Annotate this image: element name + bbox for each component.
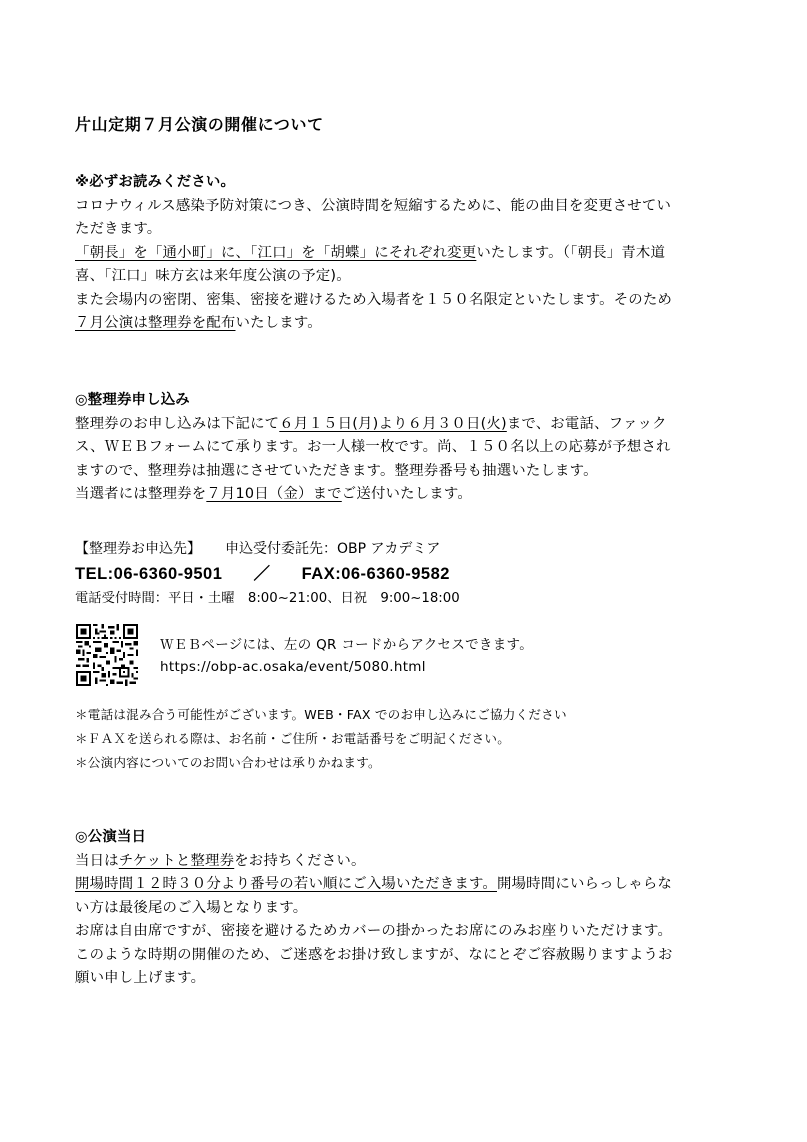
note-item: ＊ＦＡＸを送られる際は、お名前・ご住所・お電話番号をご明記ください。 <box>75 731 510 746</box>
day-text: 開場時間にいらっしゃらな <box>496 876 673 892</box>
ticket-line: ますので、整理券は抽選にさせていただきます。整理券番号も抽選いたします。 <box>75 462 598 479</box>
day-line: このような時期の開催のため、ご迷惑をお掛け致しますが、なにとぞご容赦賜りますようお <box>75 946 673 963</box>
notice-text: いたします。 <box>235 315 322 331</box>
ticket-heading: ◎整理券申し込み <box>75 392 190 408</box>
day-line: い方は最後尾のご入場となります。 <box>75 899 308 916</box>
separator: ／ <box>253 565 271 583</box>
notice-line: 喜、「江口」味方玄は来年度公演の予定)。 <box>75 268 351 284</box>
underlined-text: 「朝長」を「通小町」に、「江口」を「胡蝶」にそれぞれ変更 <box>75 244 477 261</box>
notice-line <box>75 242 740 266</box>
phone-fax-line <box>75 560 740 588</box>
contact-label: 【整理券お申込先】 <box>75 541 201 557</box>
day-line <box>75 850 740 874</box>
notice-section <box>75 171 740 336</box>
day-heading: ◎公演当日 <box>75 829 147 845</box>
notice-line: また会場内の密閉、密集、密接を避けるため入場者を１５０名限定といたします。そのため <box>75 291 673 308</box>
note-item: ＊電話は混み合う可能性がございます。WEB・FAX でのお申し込みにご協力ください <box>75 707 567 722</box>
page-title: 片山定期７月公演の開催について <box>75 115 324 134</box>
ticket-line <box>75 483 740 507</box>
underlined-text: ７月公演は整理券を配布 <box>75 315 236 331</box>
day-text: 当日は <box>75 852 119 869</box>
reception-hours: 電話受付時間：平日・土曜 8:00~21:00、日祝 9:00~18:00 <box>75 591 460 606</box>
notes-section <box>75 703 740 775</box>
underlined-text: ６月１５日(月)より６月３０日(火) <box>279 415 507 432</box>
notice-line: コロナウィルス感染予防対策につき、公演時間を短縮するために、能の曲目を変更させてい <box>75 197 672 214</box>
ticket-text: まで、お電話、ファック <box>506 415 667 432</box>
day-line <box>75 873 740 897</box>
notice-text: いたします。（「朝長」青木道 <box>476 244 666 261</box>
notice-line <box>75 312 740 336</box>
underlined-text: ７月10日（金）まで <box>206 486 342 502</box>
ticket-line <box>75 413 740 437</box>
underlined-text: 開場時間１２時３０分より番号の若い順にご入場いただきます。 <box>75 876 497 892</box>
note-item: ＊公演内容についてのお問い合わせは承りかねます。 <box>75 755 381 770</box>
day-text: をお持ちください。 <box>234 852 366 869</box>
ticket-section <box>75 389 740 507</box>
performance-day-section <box>75 826 740 991</box>
contact-header <box>75 537 740 561</box>
ticket-text: 当選者には整理券を <box>75 486 207 502</box>
ticket-line: ス、ＷＥＢフォームにて承ります。お一人様一枚です。尚、１５０名以上の応募が予想され <box>75 439 671 455</box>
qr-code-icon[interactable] <box>76 624 138 686</box>
event-url-link[interactable]: https://obp-ac.osaka/event/5080.html <box>160 659 426 675</box>
day-line: お席は自由席ですが、密接を避けるためカバーの掛かったお席にのみお座りいただけます。 <box>75 923 673 939</box>
day-line: 願い申し上げます。 <box>75 970 206 986</box>
notice-heading: ※必ずお読みください。 <box>75 174 236 190</box>
ticket-text: 整理券のお申し込みは下記にて <box>75 415 280 432</box>
fax-number: FAX:06-6360-9582 <box>301 565 450 583</box>
underlined-text: チケットと整理券 <box>118 852 235 869</box>
contact-agent: 申込受付委託先：OBP アカデミア <box>225 541 441 557</box>
ticket-text: ご送付いたします。 <box>341 486 472 502</box>
notice-line: ただきます。 <box>75 221 162 237</box>
tel-number: TEL:06-6360-9501 <box>75 565 223 583</box>
web-info-text: ＷＥＢページには、左の QR コードからアクセスできます。 <box>160 637 534 653</box>
